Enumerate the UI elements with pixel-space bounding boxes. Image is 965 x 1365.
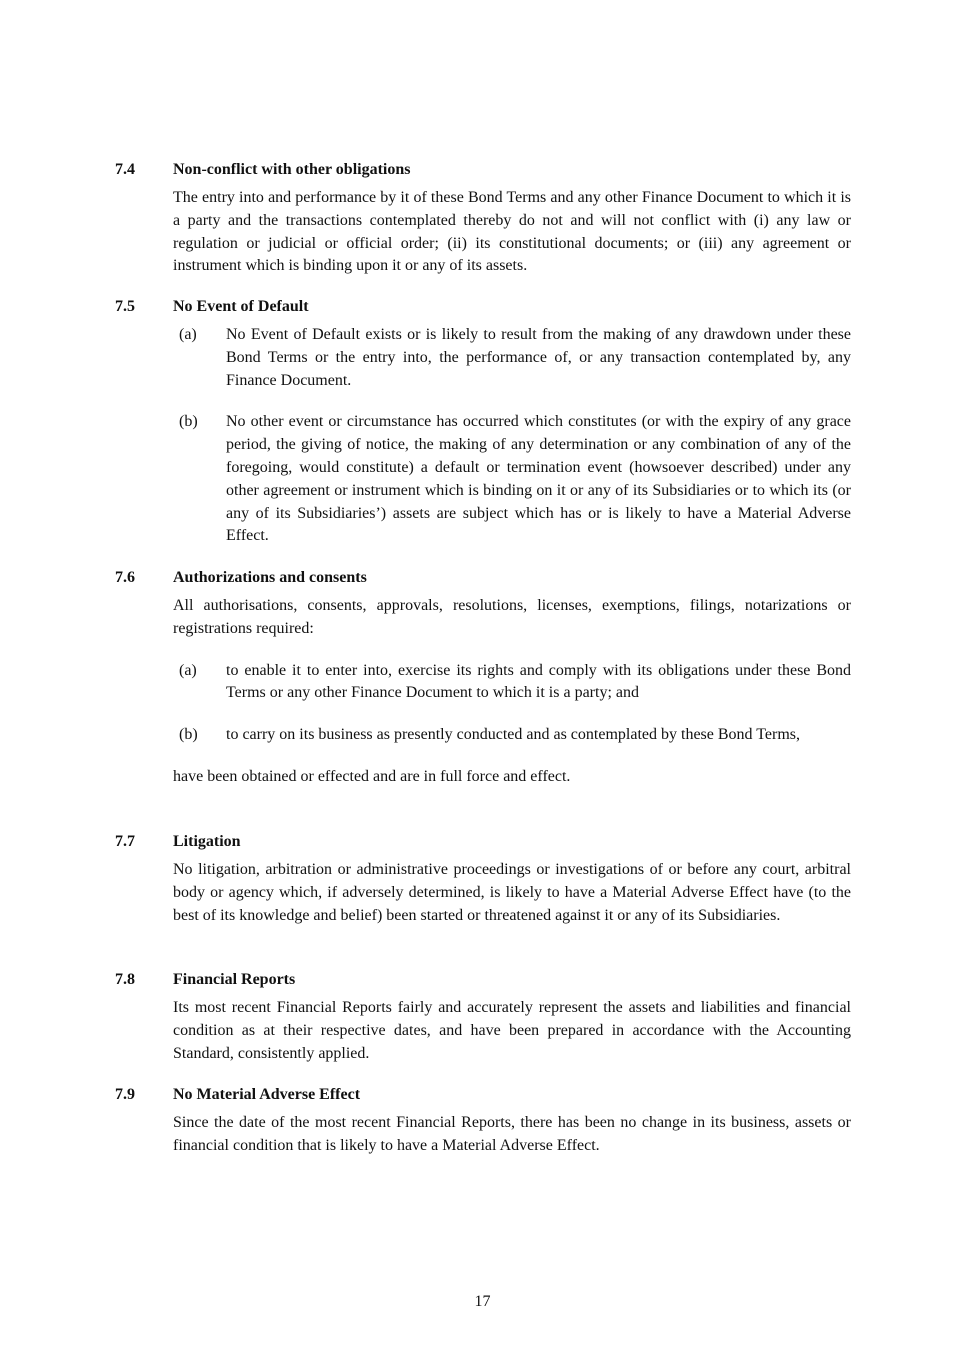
section-7-4 xyxy=(115,159,851,278)
section-paragraph: No litigation, arbitration or administrative proceedings or investigations of or before any court, arbitral body or agency which, if adversely determined, is likely to have a Material Adverse Effect have (to the best of its knowledge and belief) been started or threatened against it or any of its Subsidiaries. xyxy=(173,861,851,924)
section-heading xyxy=(115,567,851,590)
item-label: (a) xyxy=(179,326,197,343)
section-paragraph: Its most recent Financial Reports fairly and accurately represent the assets and liabilities and financial condition as at their respective dates, and have been prepared in accordance with the Accounting Standard, consistently applied. xyxy=(173,999,851,1062)
section-number: 7.8 xyxy=(115,971,135,988)
item-label: (b) xyxy=(179,726,198,744)
page-number: 17 xyxy=(474,1293,491,1310)
section-paragraph: Since the date of the most recent Financial Reports, there has been no change in its business, assets or financial condition that is likely to have a Material Adverse Effect. xyxy=(173,1114,851,1154)
list-item xyxy=(173,411,851,548)
section-paragraph: The entry into and performance by it of these Bond Terms and any other Finance Document to which it is a party and the transactions contemplated thereby do not and will not conflict with (i) any law or regulation or judicial or official order; (ii) its constitutional documents; or (iii) any agreement or instrument which is binding upon it or any of its assets. xyxy=(173,189,851,275)
item-text: No other event or circumstance has occurred which constitutes (or with the expiry of any grace period, the giving of notice, the making of any determination or any combination of any of the foregoing, would constitute) a default or termination event (howsoever described) under any other agreement or instrument which is binding on it or any of its Subsidiaries or to which its (or any of its Subsidiaries’) assets are subject which has or is likely to have a Material Adverse Effect. xyxy=(226,413,851,545)
section-number: 7.4 xyxy=(115,161,135,178)
list-item xyxy=(173,660,851,706)
item-text: No Event of Default exists or is likely to result from the making of any drawdown under these Bond Terms or the entry into, the performance of, or any transaction contemplated by, any Finance Document. xyxy=(226,326,851,389)
section-number: 7.9 xyxy=(115,1086,135,1103)
item-text: to enable it to enter into, exercise its rights and comply with its obligations under these Bond Terms or any other Finance Document to which it is a party; and xyxy=(226,661,851,702)
section-heading xyxy=(115,969,851,992)
section-title: No Material Adverse Effect xyxy=(173,1086,361,1103)
item-text: to carry on its business as presently conducted and as contemplated by these Bond Terms, xyxy=(226,726,801,744)
section-title: Litigation xyxy=(173,833,241,850)
list-item xyxy=(173,324,851,392)
section-title: Financial Reports xyxy=(173,971,296,988)
section-7-8 xyxy=(115,969,851,1065)
section-title: Non-conflict with other obligations xyxy=(173,161,411,178)
section-7-7 xyxy=(115,831,851,927)
list-item xyxy=(173,724,851,747)
section-title: Authorizations and consents xyxy=(173,569,367,586)
section-number: 7.5 xyxy=(115,298,135,315)
item-label: (b) xyxy=(179,413,198,431)
section-number: 7.6 xyxy=(115,569,135,586)
section-heading xyxy=(115,831,851,854)
section-heading xyxy=(115,1084,851,1107)
section-paragraph: All authorisations, consents, approvals, resolutions, licenses, exemptions, filings, notarizations or registrations required: xyxy=(173,597,851,637)
section-7-5 xyxy=(115,296,851,548)
section-7-6 xyxy=(115,567,851,789)
item-label: (a) xyxy=(179,661,197,679)
section-number: 7.7 xyxy=(115,833,135,850)
section-7-9 xyxy=(115,1084,851,1158)
section-heading xyxy=(115,159,851,182)
section-title: No Event of Default xyxy=(173,298,309,315)
section-heading xyxy=(115,296,851,319)
closing-paragraph: have been obtained or effected and are in full force and effect. xyxy=(173,767,571,785)
